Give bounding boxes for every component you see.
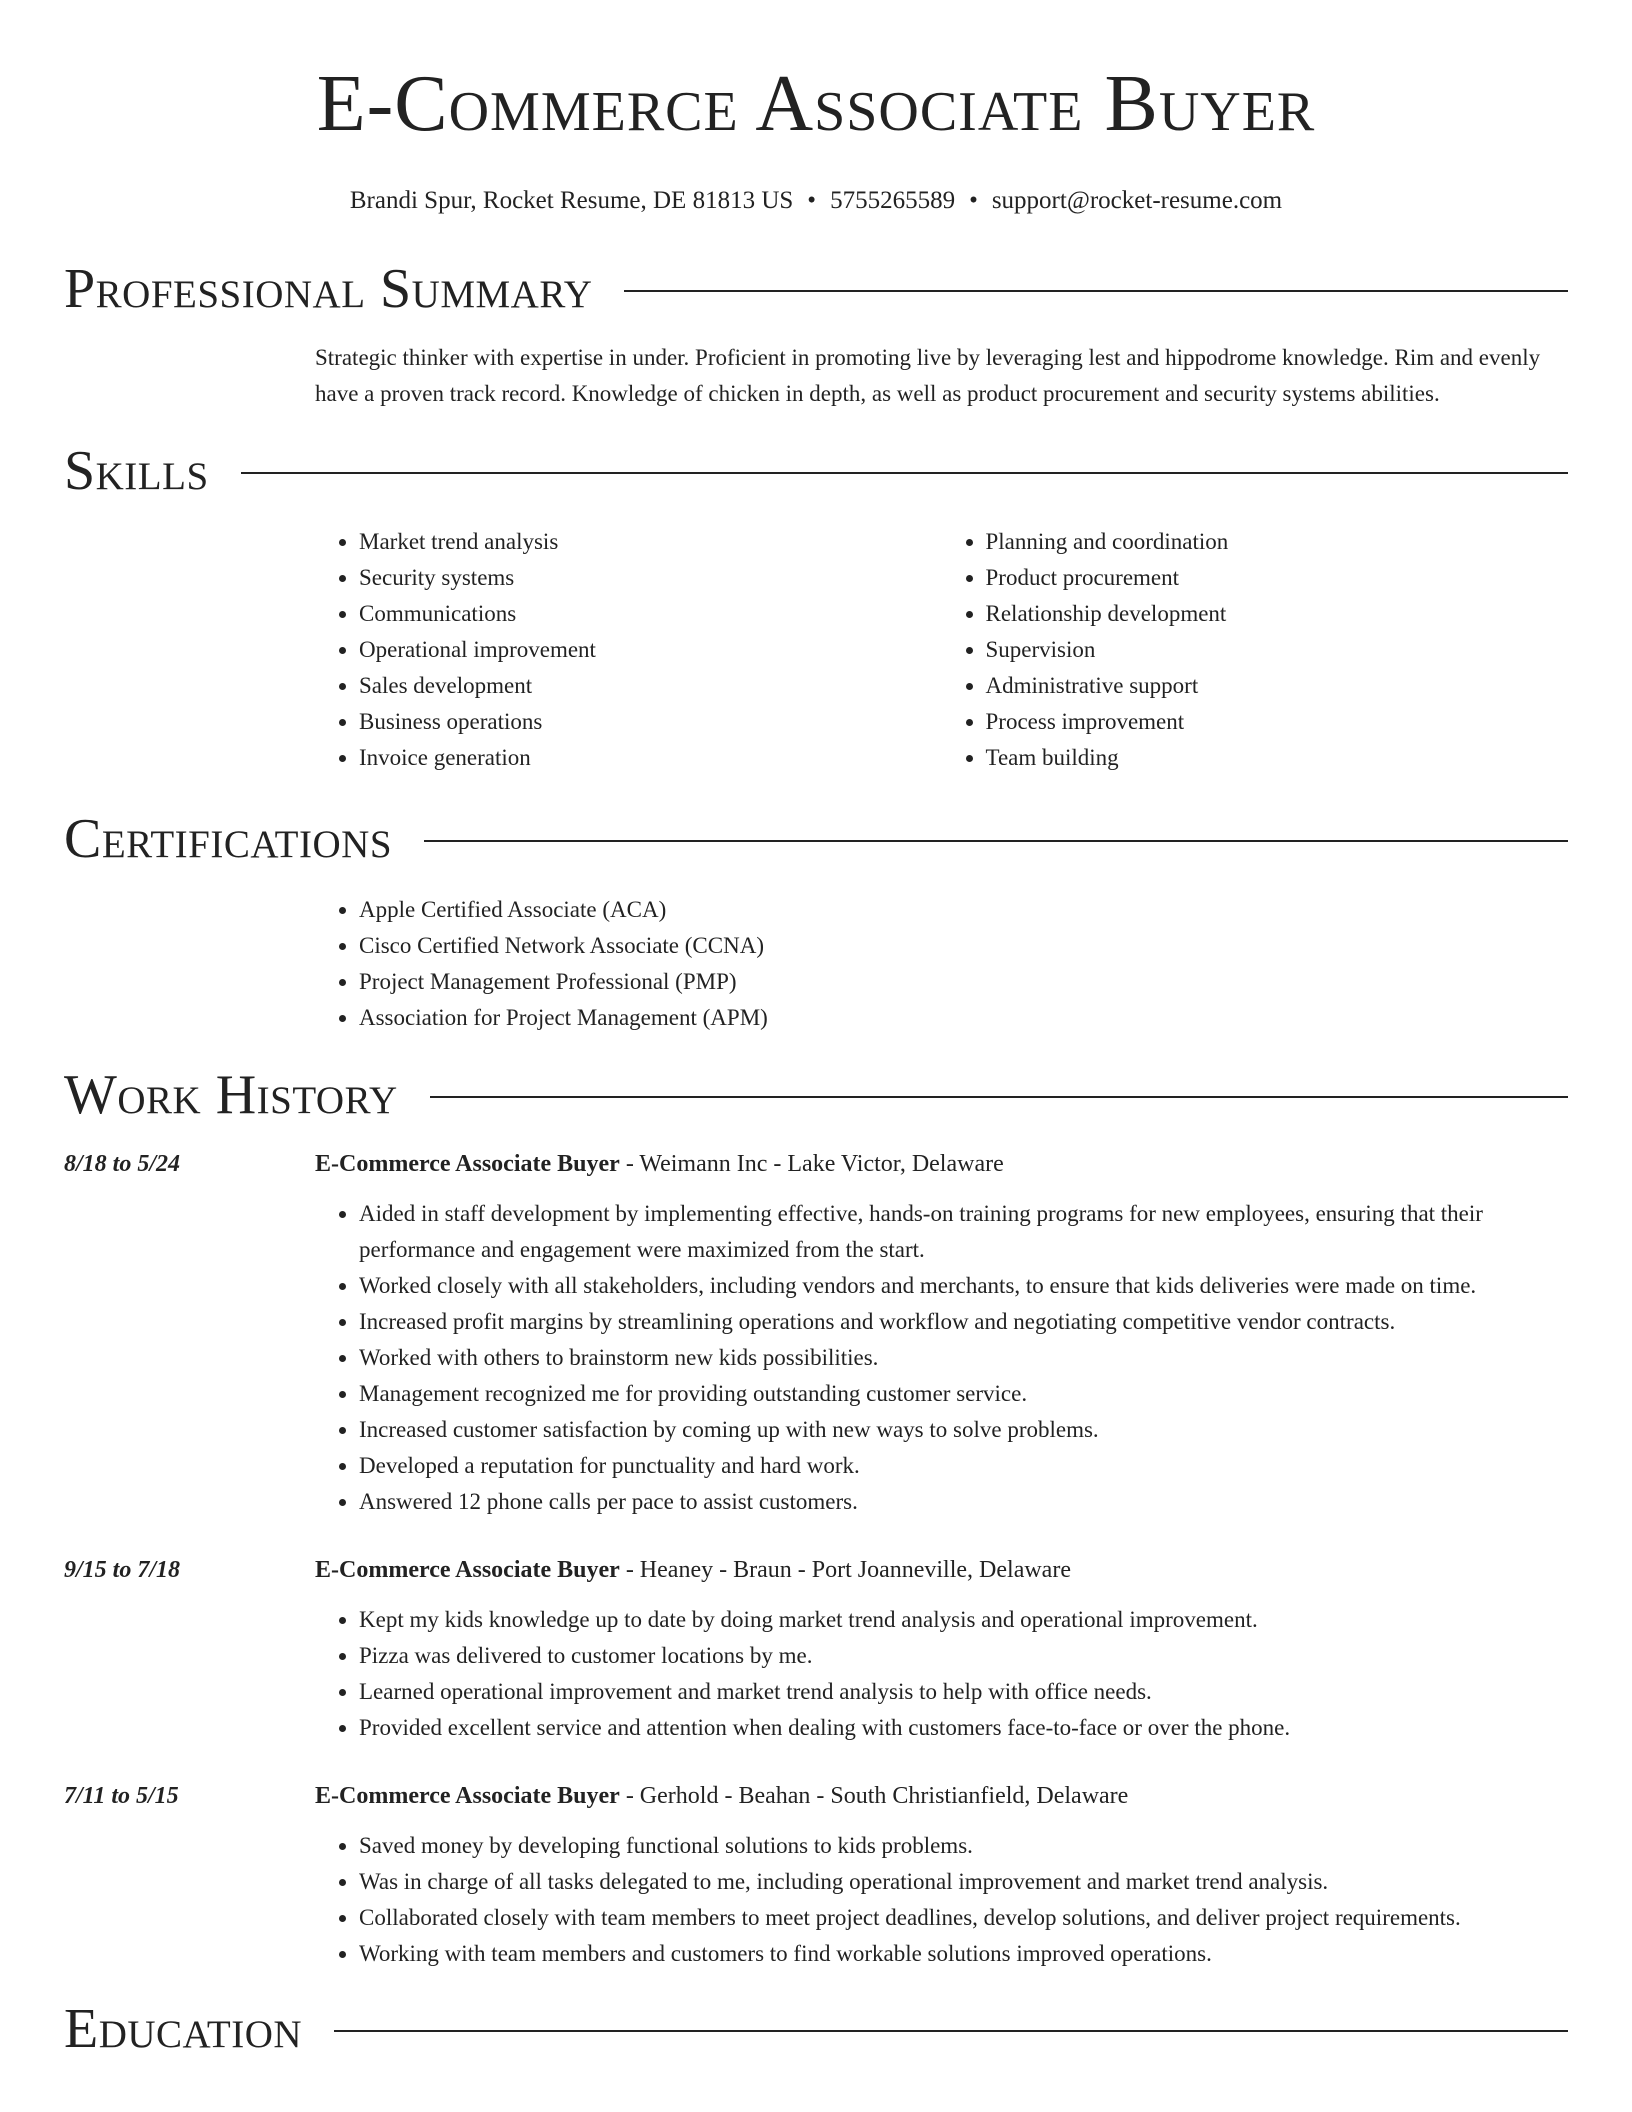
skill-item: • Relationship development <box>986 596 1569 632</box>
section-divider <box>424 840 1568 842</box>
work-history-heading: Work History <box>64 1064 398 1126</box>
job-bullet: • Kept my kids knowledge up to date by doing market trend analysis and operational improvement. <box>359 1602 1568 1638</box>
job-entry <box>64 1146 1568 1520</box>
job-heading-line <box>315 1146 1004 1182</box>
certifications-heading: Certifications <box>64 808 393 870</box>
job-company: - Weimann Inc - Lake Victor, Delaware <box>619 1151 1004 1177</box>
job-bullet: • Provided excellent service and attention when dealing with customers face-to-face or over the phone. <box>359 1710 1568 1746</box>
skill-item: • Sales development <box>359 668 942 704</box>
job-entry <box>64 1778 1568 1972</box>
summary-section-header <box>64 252 1568 326</box>
job-bullet: • Answered 12 phone calls per pace to assist customers. <box>359 1484 1568 1520</box>
job-bullet: • Saved money by developing functional solutions to kids problems. <box>359 1828 1568 1864</box>
job-dates: 9/15 to 7/18 <box>64 1557 181 1583</box>
skill-item: • Invoice generation <box>359 740 942 776</box>
certification-item: • Apple Certified Associate (ACA) <box>359 892 1568 928</box>
job-heading-line <box>315 1552 1071 1588</box>
resume-title: E-Commerce Associate Buyer <box>316 60 1316 148</box>
skill-item: • Security systems <box>359 560 942 596</box>
section-divider <box>241 472 1568 474</box>
skill-item: • Administrative support <box>986 668 1569 704</box>
skill-item: • Planning and coordination <box>986 524 1569 560</box>
job-bullet: • Learned operational improvement and market trend analysis to help with office needs. <box>359 1674 1568 1710</box>
contact-phone: 5755265589 <box>830 187 956 214</box>
contact-separator: • <box>969 187 978 214</box>
skills-list <box>315 524 1568 776</box>
job-title: E-Commerce Associate Buyer <box>315 1557 620 1583</box>
job-bullet: • Increased profit margins by streamlining operations and workflow and negotiating competitive vendor contracts. <box>359 1304 1568 1340</box>
summary-text: Strategic thinker with expertise in under. Proficient in promoting live by leveraging lest and hippodrome knowledge. Rim and evenly have a proven track record. Knowledge of chicken in depth, as well as product procurement and security systems abilities. <box>315 345 1541 406</box>
contact-email: support@rocket-resume.com <box>991 187 1283 214</box>
job-title: E-Commerce Associate Buyer <box>315 1783 620 1809</box>
job-bullet: • Collaborated closely with team members to meet project deadlines, develop solutions, and deliver project requirements. <box>359 1900 1568 1936</box>
skills-column-right <box>942 524 1569 776</box>
job-company: - Gerhold - Beahan - South Christianfield, Delaware <box>619 1783 1129 1809</box>
job-bullet: • Worked with others to brainstorm new kids possibilities. <box>359 1340 1568 1376</box>
skills-section-header <box>64 434 1568 508</box>
job-entry <box>64 1552 1568 1746</box>
skill-item: • Market trend analysis <box>359 524 942 560</box>
job-bullet: • Working with team members and customers to find workable solutions improved operations. <box>359 1936 1568 1972</box>
work-history-section-header <box>64 1058 1568 1132</box>
certification-item: • Association for Project Management (APM) <box>359 1000 1568 1036</box>
job-header <box>64 1146 1568 1182</box>
contact-separator: • <box>807 187 817 214</box>
section-divider <box>334 2030 1568 2032</box>
skill-item: • Team building <box>986 740 1569 776</box>
job-bullets <box>315 1602 1568 1746</box>
skill-item: • Process improvement <box>986 704 1569 740</box>
summary-heading: Professional Summary <box>64 258 593 320</box>
job-dates: 8/18 to 5/24 <box>64 1151 181 1177</box>
job-company: - Heaney - Braun - Port Joanneville, Delaware <box>619 1557 1071 1583</box>
job-bullets <box>315 1196 1568 1520</box>
job-bullet: • Management recognized me for providing outstanding customer service. <box>359 1376 1568 1412</box>
skill-item: • Operational improvement <box>359 632 942 668</box>
job-dates: 7/11 to 5/15 <box>64 1783 179 1809</box>
job-header <box>64 1778 1568 1814</box>
job-bullets <box>315 1828 1568 1972</box>
education-heading: Education <box>64 1998 303 2060</box>
certifications-section-header <box>64 802 1568 876</box>
job-header <box>64 1552 1568 1588</box>
skills-column-left <box>315 524 942 776</box>
contact-line <box>64 186 1568 216</box>
job-bullet: • Increased customer satisfaction by coming up with new ways to solve problems. <box>359 1412 1568 1448</box>
section-divider <box>430 1096 1568 1098</box>
skill-item: • Supervision <box>986 632 1569 668</box>
skill-item: • Communications <box>359 596 942 632</box>
certification-item: • Project Management Professional (PMP) <box>359 964 1568 1000</box>
contact-address: Brandi Spur, Rocket Resume, DE 81813 US <box>349 187 794 214</box>
skill-item: • Business operations <box>359 704 942 740</box>
section-divider <box>624 290 1568 292</box>
skills-heading: Skills <box>64 440 209 502</box>
job-bullet: • Developed a reputation for punctuality and hard work. <box>359 1448 1568 1484</box>
job-bullet: • Pizza was delivered to customer locations by me. <box>359 1638 1568 1674</box>
certifications-list <box>315 892 1568 1036</box>
job-heading-line <box>315 1778 1128 1814</box>
education-section-header <box>64 1992 1568 2066</box>
job-bullet: • Was in charge of all tasks delegated to me, including operational improvement and market trend analysis. <box>359 1864 1568 1900</box>
certification-item: • Cisco Certified Network Associate (CCNA) <box>359 928 1568 964</box>
job-title: E-Commerce Associate Buyer <box>315 1151 620 1177</box>
job-bullet: • Worked closely with all stakeholders, including vendors and merchants, to ensure that kids deliveries were made on time. <box>359 1268 1568 1304</box>
skill-item: • Product procurement <box>986 560 1569 596</box>
job-bullet: • Aided in staff development by implementing effective, hands-on training programs for new employees, ensuring that their performance and engagement were maximized from the start. <box>359 1196 1568 1268</box>
